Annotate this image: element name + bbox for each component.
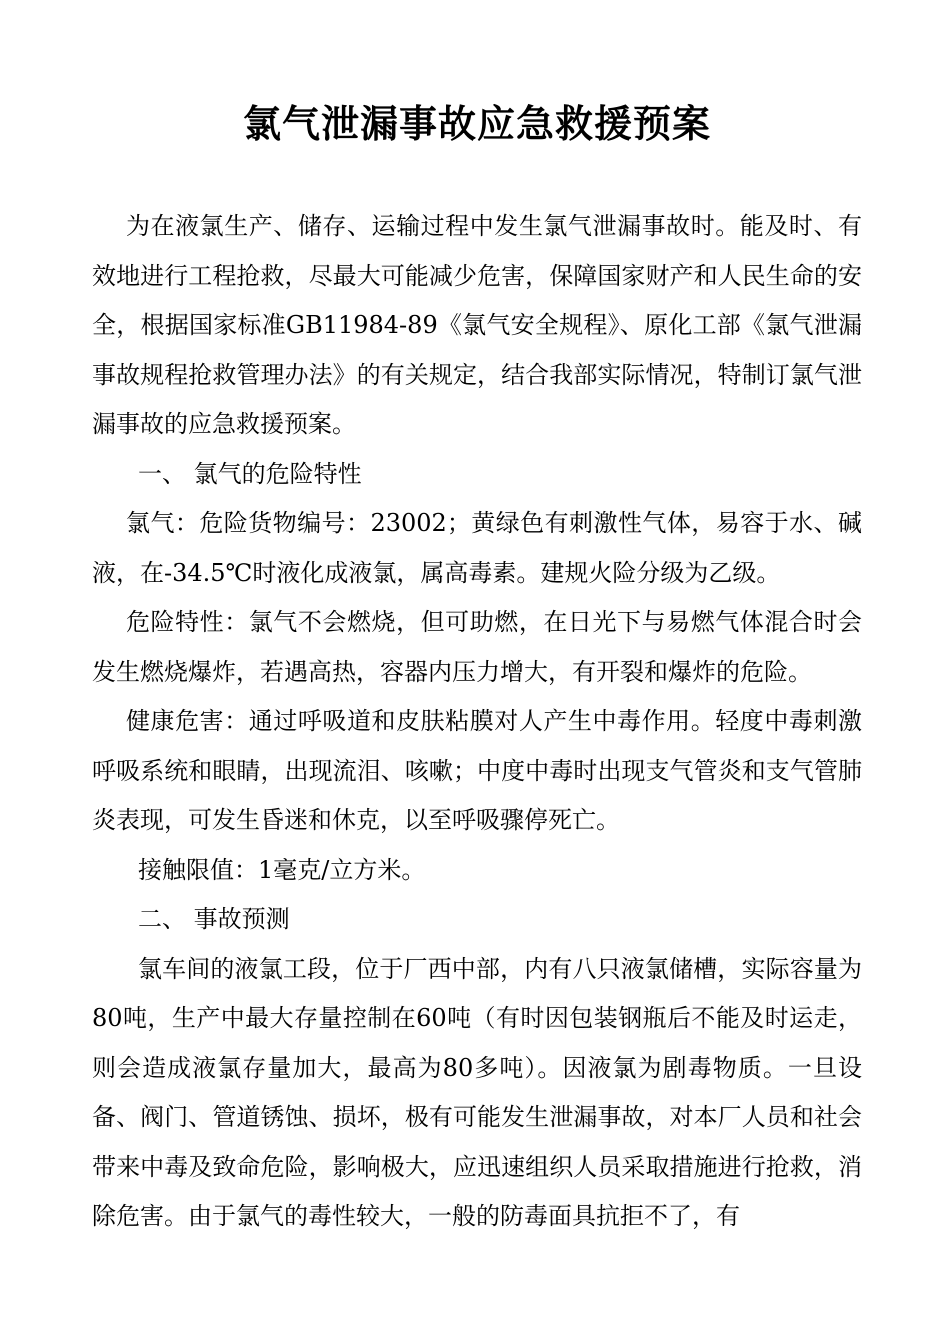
document-body	[92, 202, 862, 1242]
section-heading-prediction: 二、 事故预测	[138, 905, 290, 933]
document-title: 氯气泄漏事故应急救援预案	[242, 101, 711, 146]
paragraph-health-hazards: 健康危害：通过呼吸道和皮肤粘膜对人产生中毒作用。轻度中毒刺激呼吸系统和眼睛，出现流泪、咳嗽；中度中毒时出现支气管炎和支气管肺炎表现，可发生昏迷和休克，以至呼吸骤停死亡。	[92, 707, 862, 834]
paragraph-accident-prediction: 氯车间的液氯工段，位于厂西中部，内有八只液氯储槽，实际容量为80吨，生产中最大存量控制在60吨（有时因包装钢瓶后不能及时运走，则会造成液氯存量加大，最高为80多吨）。因液氯为剧毒物质。一旦设备、阀门、管道锈蚀、损坏，极有可能发生泄漏事故，对本厂人员和社会带来中毒及致命危险，影响极大，应迅速组织人员采取措施进行抢救，消除危害。由于氯气的毒性较大，一般的防毒面具抗拒不了，有	[92, 954, 862, 1230]
paragraph-chlorine-properties: 氯气：危险货物编号：23002；黄绿色有刺激性气体，易容于水、碱液，在-34.5℃时液化成液氯，属高毒素。建规火险分级为乙级。	[92, 509, 862, 587]
document-page	[92, 0, 862, 1344]
paragraph-intro: 为在液氯生产、储存、运输过程中发生氯气泄漏事故时。能及时、有效地进行工程抢救，尽最大可能减少危害，保障国家财产和人民生命的安全，根据国家标准GB11984-89《氯气安全规程》、原化工部《氯气泄漏事故规程抢救管理办法》的有关规定，结合我部实际情况，特制订氯气泄漏事故的应急救援预案。	[92, 212, 862, 438]
paragraph-exposure-limit: 接触限值：1毫克/立方米。	[138, 855, 426, 884]
section-heading-hazard: 一、 氯气的危险特性	[138, 459, 362, 488]
paragraph-hazard-characteristics: 危险特性：氯气不会燃烧，但可助燃，在日光下与易燃气体混合时会发生燃烧爆炸，若遇高热，容器内压力增大，有开裂和爆炸的危险。	[92, 608, 862, 686]
